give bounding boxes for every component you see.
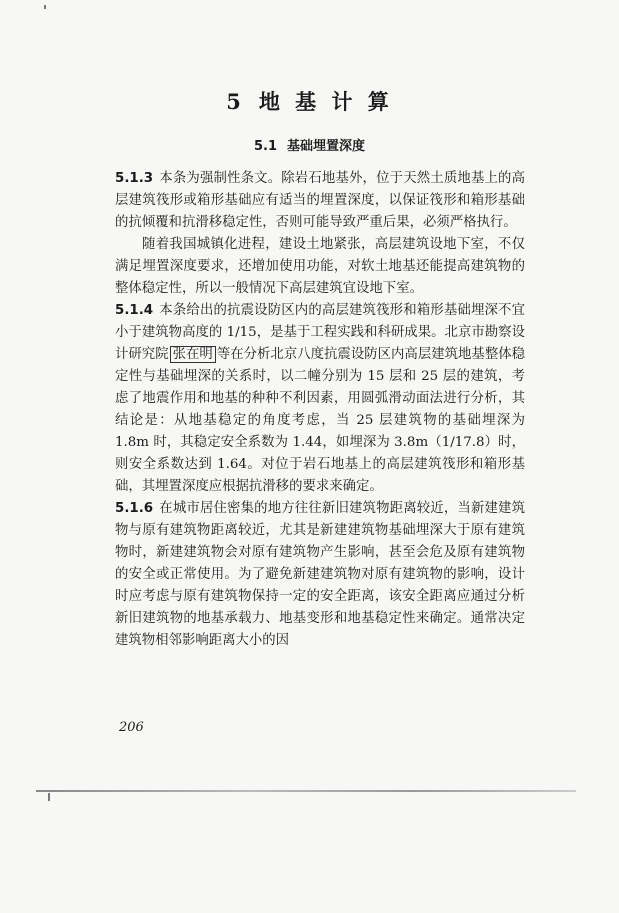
paragraph-5-1-3 bbox=[115, 168, 525, 234]
paragraph-text: 随着我国城镇化进程，建设土地紧张，高层建筑设地下室，不仅满足埋置深度要求，还增加使用功能，对软土地基还能提高建筑物的整体稳定性，所以一般情况下高层建筑宜设地下室。 bbox=[115, 237, 525, 296]
clause-number: 5.1.6 bbox=[115, 501, 154, 516]
scan-edge-line bbox=[36, 790, 576, 792]
paragraph-5-1-6 bbox=[115, 498, 525, 652]
section-number: 5.1 bbox=[253, 139, 277, 154]
body-text bbox=[115, 168, 525, 652]
clause-number: 5.1.3 bbox=[115, 171, 154, 186]
paragraph-continuation bbox=[115, 234, 525, 300]
paragraph-text: 在城市居住密集的地方往往新旧建筑物距离较近，当新建建筑物与原有建筑物距离较近，尤其是新建建筑物基础埋深大于原有建筑物时，新建建筑物会对原有建筑物产生影响，甚至会危及原有建筑物的安全或正常使用。为了避免新建建筑物对原有建筑物的影响，设计时应考虑与原有建筑物保持一定的安全距离，该安全距离应通过分析新旧建筑物的地基承载力、地基变形和地基稳定性来确定。通常决定建筑物相邻影响距离大小的因 bbox=[115, 501, 525, 648]
section-title-text: 基础埋置深度 bbox=[287, 139, 366, 154]
chapter-title bbox=[0, 86, 619, 116]
clause-number: 5.1.4 bbox=[115, 303, 154, 318]
section-title bbox=[0, 135, 619, 154]
paragraph-text: 本条为强制性条文。除岩石地基外，位于天然土质地基上的高层建筑筏形或箱形基础应有适当的埋置深度，以保证筏形和箱形基础的抗倾覆和抗滑移稳定性，否则可能导致严重后果，必须严格执行。 bbox=[115, 171, 525, 230]
page-number: 206 bbox=[119, 720, 144, 735]
paragraph-text-after: 等在分析北京八度抗震设防区内高层建筑地基整体稳定性与基础埋深的关系时，以二幢分别为 15 层和 25 层的建筑，考虑了地震作用和地基的种种不利因素，用圆弧滑动面法进行分析，其结论是：从地基稳定的角度考虑，当 25 层建筑物的基础埋深为 1.8m 时，其稳定安全系数为 1.44，如埋深为 3.8m（1/17.8）时，则安全系数达到 1.64。对位于岩石地基上的高层建筑筏形和箱形基础，其埋置深度应根据抗滑移的要求来确定。 bbox=[115, 347, 526, 494]
scan-mark bbox=[48, 793, 50, 801]
chapter-number: 5 bbox=[226, 89, 245, 114]
chapter-title-text: 地 基 计 算 bbox=[258, 90, 393, 114]
paragraph-text: 本条给出的抗震设防区内的高层建筑筏形和箱形基础埋深不宜小于建筑物高度的 1/15，是基于工程实践和科研成果。北京市勘察设计研究院 bbox=[115, 303, 525, 362]
boxed-name: 张在明 bbox=[170, 346, 216, 363]
scan-mark bbox=[44, 5, 46, 9]
paragraph-5-1-4 bbox=[115, 300, 525, 498]
